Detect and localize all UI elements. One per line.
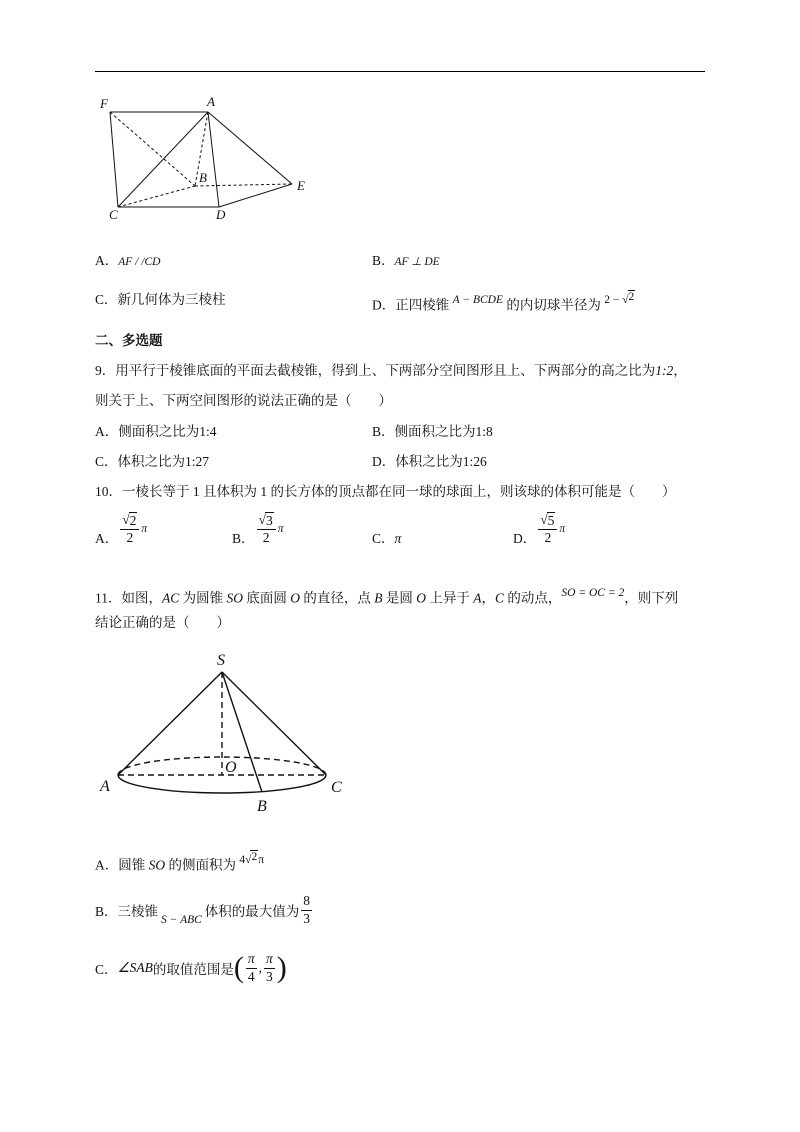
radical-sign: √ [540, 512, 548, 528]
pi-symbol: π [258, 854, 264, 866]
option-text: 侧面积之比为 [394, 424, 476, 439]
q8-option-c [95, 290, 226, 310]
option-text: 正四棱锥 [395, 297, 450, 313]
option-letter: A． [95, 531, 119, 546]
option-math: AF ⊥ DE [394, 256, 440, 268]
fraction [257, 512, 276, 546]
radical [622, 290, 635, 310]
option-letter: D． [513, 531, 537, 546]
option-result [239, 851, 264, 866]
fraction-numerator: π [264, 951, 275, 968]
option-letter: C． [95, 454, 118, 469]
option-letter: C． [372, 531, 395, 546]
fraction-denominator: 2 [126, 529, 134, 545]
label-o: O [225, 759, 237, 776]
option-text-after: 的取值范围是 [152, 962, 234, 977]
fraction [246, 951, 257, 984]
edge-ac [118, 112, 208, 207]
fraction-denominator: 2 [262, 529, 270, 545]
stem-text: ，则下列 [624, 590, 679, 606]
left-paren: ( [233, 951, 244, 984]
option-math: 1:8 [475, 424, 493, 439]
option-text: 体积之比为 [395, 454, 463, 469]
stem-math: A [473, 590, 482, 606]
option-letter: B． [372, 253, 395, 268]
option-math: ∠SAB [117, 960, 153, 975]
q10-option-c [372, 508, 401, 550]
pi-symbol: π [277, 523, 284, 535]
option-math: S − ABC [161, 914, 202, 926]
stem-equation: SO = OC = 2 [561, 587, 625, 599]
fraction-numerator [257, 512, 276, 530]
edge-ae [208, 112, 292, 184]
q11-option-a [95, 850, 264, 875]
option-math: A − BCDE [452, 294, 503, 306]
header-rule [95, 71, 705, 72]
generatrix-sc [222, 672, 326, 775]
pi-symbol: π [141, 523, 148, 535]
option-text: 圆锥 [118, 857, 149, 873]
radicand: 2 [251, 851, 258, 863]
stem-text: 11．如图， [95, 590, 162, 606]
option-letter: D． [372, 297, 396, 313]
fraction-denominator: 3 [266, 968, 273, 984]
q8-option-d [372, 290, 635, 315]
radicand: 2 [628, 291, 635, 303]
q11-stem-line2: 结论正确的是（ ） [95, 615, 230, 630]
fraction [301, 893, 312, 926]
radical [245, 850, 258, 870]
fraction-denominator: 2 [544, 529, 552, 545]
figure-pyramid [95, 90, 325, 225]
generatrix-sa [118, 672, 222, 775]
radical-sign: √ [122, 512, 130, 528]
q10-option-a [95, 508, 147, 550]
q9-option-d [372, 452, 487, 472]
stem-text: ， [481, 590, 496, 606]
q9-stem-line2: 则关于上、下两空间图形的说法正确的是（ ） [95, 393, 392, 408]
stem-math: C [495, 590, 505, 606]
q8-option-a [95, 251, 160, 272]
radical-sign: √ [622, 294, 629, 306]
q9-stem-line1 [95, 361, 687, 381]
stem-math: O [416, 590, 427, 606]
option-math: 1:4 [199, 424, 217, 439]
edge-fc [110, 112, 118, 207]
fraction-numerator [120, 512, 139, 530]
q8-option-b [372, 251, 440, 272]
q9-ratio: 1:2 [655, 363, 674, 378]
option-text: 三棱锥 [117, 904, 159, 919]
q11-option-b [95, 892, 314, 928]
stem-text: 为圆锥 [179, 590, 227, 606]
stem-math: B [374, 590, 383, 606]
option-text-after: 体积的最大值为 [204, 904, 300, 919]
fraction-numerator: 8 [301, 893, 312, 910]
radicand: 2 [129, 513, 137, 529]
edge-de [219, 184, 292, 207]
pi-symbol: π [559, 523, 566, 535]
option-math: 1:26 [462, 454, 487, 469]
radicand: 5 [547, 513, 555, 529]
q10-option-d [513, 508, 565, 550]
option-letter: B． [95, 904, 118, 919]
option-text: 体积之比为 [117, 454, 186, 469]
q9-stem-text: 9．用平行于棱锥底面的平面去截棱锥，得到上、下两部分空间图形且上、下两部分的高之比为 [95, 363, 656, 378]
option-text-after: 的内切球半径为 [506, 297, 601, 313]
option-result [604, 291, 635, 306]
result-prefix: 2 − [604, 294, 623, 306]
option-letter: A． [95, 857, 119, 873]
fraction [264, 951, 275, 984]
option-math: AF / /CD [118, 256, 161, 268]
option-letter: B． [232, 531, 255, 546]
fraction [538, 512, 557, 546]
figure-cone [95, 645, 355, 820]
q9-stem-end: ， [673, 363, 687, 378]
label-a: A [207, 94, 215, 109]
stem-math: SO [226, 590, 244, 606]
q9-option-a [95, 422, 217, 442]
option-math: 1:27 [185, 454, 210, 469]
q9-option-b [372, 422, 493, 442]
coefficient: 4 [239, 854, 246, 866]
label-c: C [331, 779, 342, 796]
option-text: 侧面积之比为 [118, 424, 200, 439]
edge-cb-hidden [118, 186, 195, 207]
option-letter: C． [95, 292, 118, 307]
fraction-numerator [538, 512, 557, 530]
radical-sign: √ [258, 512, 266, 528]
q10-option-b [232, 508, 283, 550]
fraction [120, 512, 139, 546]
label-e: E [297, 178, 305, 193]
fraction-numerator: π [246, 951, 257, 968]
option-letter: B． [372, 424, 395, 439]
stem-text: 底面圆 [243, 590, 291, 606]
label-f: F [100, 96, 108, 111]
stem-math: O [290, 590, 301, 606]
option-text: 新几何体为三棱柱 [117, 292, 226, 307]
stem-text: 上异于 [426, 590, 474, 606]
edge-ad [208, 112, 219, 207]
fraction-denominator: 4 [247, 968, 255, 984]
edge-fb-hidden [110, 112, 195, 186]
radical-sign: √ [245, 854, 252, 866]
q11-stem-line1 [95, 583, 678, 608]
q11-option-c [95, 948, 287, 988]
radicand: 3 [265, 513, 273, 529]
q9-option-c [95, 452, 209, 472]
label-d: D [216, 207, 226, 222]
stem-math: AC [162, 590, 180, 606]
option-letter: D． [372, 454, 396, 469]
label-b: B [257, 798, 267, 815]
q10-stem: 10．一棱长等于 1 且体积为 1 的长方体的顶点都在同一球的球面上，则该球的体积可能是（ ） [95, 484, 676, 499]
option-letter: A． [95, 424, 119, 439]
comma: , [258, 960, 263, 975]
option-text-after: 的侧面积为 [165, 857, 236, 873]
stem-text: 的直径，点 [300, 590, 375, 606]
pi-symbol: π [394, 531, 402, 546]
base-front-arc [118, 775, 326, 793]
label-b: B [199, 170, 207, 185]
edge-be-hidden [195, 184, 292, 186]
fraction-denominator: 3 [303, 910, 311, 926]
right-paren: ) [276, 951, 287, 984]
option-letter: A． [95, 253, 119, 268]
label-s: S [217, 652, 225, 669]
label-c: C [109, 207, 118, 222]
option-letter: C． [95, 962, 118, 977]
label-a: A [100, 778, 110, 795]
option-math: SO [148, 857, 166, 873]
section-header: 二、多选题 [95, 333, 163, 348]
stem-text: 是圆 [382, 590, 417, 606]
stem-text: 的动点， [504, 590, 562, 606]
